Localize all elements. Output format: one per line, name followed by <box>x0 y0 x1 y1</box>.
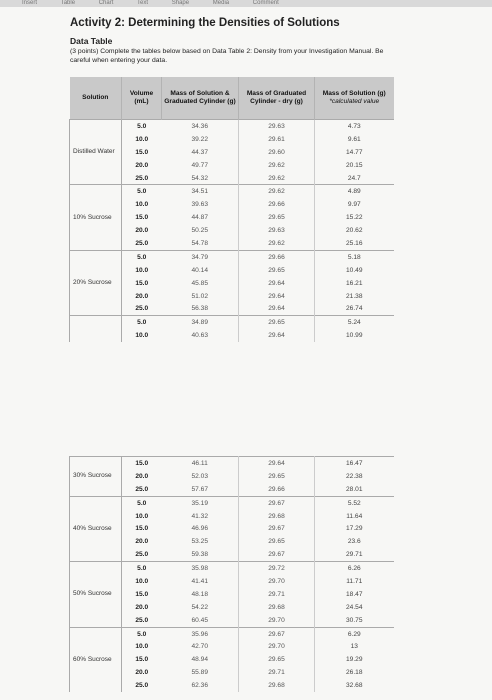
header-volume: Volume (mL) <box>122 77 162 120</box>
toolbar-comment[interactable]: Comment <box>252 0 279 6</box>
volume-cell[interactable]: 5.0 <box>122 627 162 640</box>
volume-cell[interactable]: 25.0 <box>135 551 149 559</box>
volume-cell[interactable]: 10.0 <box>135 577 149 585</box>
mass-graded-cell[interactable]: 48.94 <box>162 653 239 666</box>
volume-cell[interactable]: 15.0 <box>135 590 149 598</box>
volume-cell[interactable]: 20.0 <box>135 472 149 480</box>
header-solution: Solution <box>70 77 122 120</box>
mass-dry-cell[interactable]: 29.71 <box>239 666 315 679</box>
mass-graded-cell[interactable]: 40.14 <box>162 264 239 277</box>
volume-cell[interactable]: 15.0 <box>135 279 149 287</box>
solution-cell: 10% Sucrose <box>70 185 122 250</box>
activity-title: Activity 2: Determining the Densities of Solutions <box>70 17 340 29</box>
table-header-row <box>70 77 394 120</box>
mass-solution-cell[interactable]: 24.54 <box>315 601 394 614</box>
mass-graded-cell[interactable]: 46.96 <box>162 522 239 535</box>
mass-solution-cell[interactable]: 5.52 <box>315 496 394 509</box>
volume-cell[interactable]: 25.0 <box>135 305 149 313</box>
mass-solution-cell[interactable]: 6.26 <box>315 562 394 575</box>
volume-cell[interactable]: 10.0 <box>135 512 149 520</box>
table1-body <box>70 120 394 343</box>
mass-dry-cell[interactable]: 29.65 <box>239 264 315 277</box>
header-mass-solution <box>315 77 394 120</box>
mass-graded-cell[interactable]: 34.79 <box>162 250 239 263</box>
solution-cell: 30% Sucrose <box>70 457 122 497</box>
volume-cell[interactable]: 25.0 <box>135 616 149 624</box>
mass-solution-cell[interactable]: 4.89 <box>315 185 394 198</box>
mass-solution-cell[interactable]: 13 <box>315 640 394 653</box>
mass-graded-cell[interactable]: 35.96 <box>162 627 239 640</box>
mass-solution-cell[interactable]: 16.47 <box>315 457 394 470</box>
mass-dry-cell[interactable]: 29.65 <box>239 211 315 224</box>
volume-cell[interactable]: 20.0 <box>135 227 149 235</box>
mass-dry-cell[interactable]: 29.64 <box>239 302 315 315</box>
mass-solution-cell[interactable]: 9.97 <box>315 198 394 211</box>
mass-solution-cell[interactable]: 30.75 <box>315 614 394 627</box>
mass-solution-cell[interactable]: 9.61 <box>315 133 394 146</box>
mass-graded-cell[interactable]: 54.78 <box>162 237 239 250</box>
mass-dry-cell[interactable]: 29.64 <box>239 329 315 342</box>
mass-graded-cell[interactable]: 44.87 <box>162 211 239 224</box>
volume-cell[interactable]: 20.0 <box>135 292 149 300</box>
mass-graded-cell[interactable]: 57.67 <box>162 483 239 496</box>
volume-cell[interactable]: 20.0 <box>135 669 149 677</box>
mass-solution-cell[interactable]: 11.64 <box>315 510 394 523</box>
data-table-part-2 <box>69 456 394 692</box>
mass-dry-cell[interactable]: 29.65 <box>239 470 315 483</box>
mass-dry-cell[interactable]: 29.70 <box>239 614 315 627</box>
mass-graded-cell[interactable]: 62.36 <box>162 679 239 692</box>
header-mass-solution-note: *calculated value <box>329 98 380 105</box>
table-row <box>70 496 394 509</box>
document-page <box>0 7 492 700</box>
mass-solution-cell[interactable]: 10.99 <box>315 329 394 342</box>
mass-dry-cell[interactable]: 29.68 <box>239 679 315 692</box>
mass-solution-cell[interactable]: 5.24 <box>315 316 394 329</box>
mass-graded-cell[interactable]: 52.03 <box>162 470 239 483</box>
volume-cell[interactable]: 10.0 <box>135 266 149 274</box>
mass-graded-cell[interactable]: 55.89 <box>162 666 239 679</box>
mass-graded-cell[interactable]: 35.19 <box>162 496 239 509</box>
mass-dry-cell[interactable]: 29.65 <box>239 316 315 329</box>
mass-dry-cell[interactable]: 29.66 <box>239 250 315 263</box>
mass-solution-cell[interactable]: 26.18 <box>315 666 394 679</box>
data-table-part-1 <box>69 77 394 342</box>
header-mass-solution-label: Mass of Solution (g) <box>322 90 386 97</box>
mass-dry-cell[interactable]: 29.64 <box>239 277 315 290</box>
mass-solution-cell[interactable]: 15.22 <box>315 211 394 224</box>
volume-cell[interactable]: 5.0 <box>122 185 162 198</box>
volume-cell[interactable]: 25.0 <box>135 682 149 690</box>
mass-dry-cell[interactable]: 29.62 <box>239 159 315 172</box>
mass-dry-cell[interactable]: 29.68 <box>239 510 315 523</box>
mass-graded-cell[interactable]: 54.32 <box>162 172 239 185</box>
mass-dry-cell[interactable]: 29.65 <box>239 653 315 666</box>
volume-cell[interactable]: 10.0 <box>135 201 149 209</box>
volume-cell[interactable]: 25.0 <box>135 239 149 247</box>
mass-graded-cell[interactable]: 50.25 <box>162 224 239 237</box>
toolbar-text[interactable]: Text <box>137 0 149 6</box>
mass-solution-cell[interactable]: 23.6 <box>315 535 394 548</box>
mass-graded-cell[interactable]: 45.85 <box>162 277 239 290</box>
toolbar-insert[interactable]: Insert <box>22 0 38 6</box>
mass-graded-cell[interactable]: 42.70 <box>162 640 239 653</box>
mass-dry-cell[interactable]: 29.70 <box>239 640 315 653</box>
app-toolbar-strip <box>0 0 492 7</box>
mass-graded-cell[interactable]: 59.38 <box>162 548 239 561</box>
mass-dry-cell[interactable]: 29.66 <box>239 483 315 496</box>
mass-solution-cell[interactable]: 22.38 <box>315 470 394 483</box>
mass-dry-cell[interactable]: 29.67 <box>239 627 315 640</box>
mass-solution-cell[interactable]: 6.29 <box>315 627 394 640</box>
mass-solution-cell[interactable]: 16.21 <box>315 277 394 290</box>
volume-cell[interactable]: 20.0 <box>135 161 149 169</box>
mass-solution-cell[interactable]: 17.29 <box>315 522 394 535</box>
mass-graded-cell[interactable]: 60.45 <box>162 614 239 627</box>
mass-dry-cell[interactable]: 29.68 <box>239 601 315 614</box>
mass-solution-cell[interactable]: 19.29 <box>315 653 394 666</box>
volume-cell[interactable]: 15.0 <box>135 214 149 222</box>
mass-dry-cell[interactable]: 29.61 <box>239 133 315 146</box>
volume-cell[interactable]: 15.0 <box>135 525 149 533</box>
mass-solution-cell[interactable]: 18.47 <box>315 588 394 601</box>
instructions-text: (3 points) Complete the tables below based on Data Table 2: Density from your Investigation Manual. Be careful when entering your data. <box>70 48 384 64</box>
mass-dry-cell[interactable]: 29.62 <box>239 237 315 250</box>
mass-solution-cell[interactable]: 32.68 <box>315 679 394 692</box>
volume-cell[interactable]: 10.0 <box>135 332 149 340</box>
volume-cell[interactable]: 5.0 <box>122 316 162 329</box>
mass-graded-cell[interactable]: 39.22 <box>162 133 239 146</box>
mass-dry-cell[interactable]: 29.64 <box>239 457 315 470</box>
table-row <box>70 627 394 640</box>
table-row <box>70 120 394 133</box>
mass-dry-cell[interactable]: 29.63 <box>239 120 315 133</box>
mass-solution-cell[interactable]: 25.16 <box>315 237 394 250</box>
mass-solution-cell[interactable]: 29.71 <box>315 548 394 561</box>
volume-cell[interactable]: 15.0 <box>135 656 149 664</box>
volume-cell[interactable]: 5.0 <box>122 120 162 133</box>
table-row <box>70 457 394 470</box>
mass-dry-cell[interactable]: 29.64 <box>239 290 315 303</box>
volume-cell[interactable]: 5.0 <box>122 496 162 509</box>
toolbar-media[interactable]: Media <box>212 0 230 6</box>
volume-cell[interactable]: 25.0 <box>135 174 149 182</box>
mass-dry-cell[interactable]: 29.62 <box>239 185 315 198</box>
mass-graded-cell[interactable]: 49.77 <box>162 159 239 172</box>
mass-dry-cell[interactable]: 29.67 <box>239 496 315 509</box>
volume-cell[interactable]: 10.0 <box>135 643 149 651</box>
mass-graded-cell[interactable]: 51.02 <box>162 290 239 303</box>
mass-graded-cell[interactable]: 41.41 <box>162 575 239 588</box>
volume-cell[interactable]: 25.0 <box>135 485 149 493</box>
section-subtitle: Data Table <box>70 36 113 46</box>
mass-dry-cell[interactable]: 29.70 <box>239 575 315 588</box>
solution-cell: 40% Sucrose <box>70 496 122 561</box>
mass-solution-cell[interactable]: 5.18 <box>315 250 394 263</box>
mass-graded-cell[interactable]: 53.25 <box>162 535 239 548</box>
table2-body <box>70 457 394 693</box>
table-row <box>70 562 394 575</box>
solution-cell: 60% Sucrose <box>70 627 122 692</box>
table-row <box>70 316 394 329</box>
mass-dry-cell[interactable]: 29.66 <box>239 198 315 211</box>
volume-cell[interactable]: 5.0 <box>122 562 162 575</box>
solution-cell <box>70 316 122 342</box>
mass-dry-cell[interactable]: 29.60 <box>239 146 315 159</box>
mass-graded-cell[interactable]: 46.11 <box>162 457 239 470</box>
mass-graded-cell[interactable]: 34.36 <box>162 120 239 133</box>
volume-cell[interactable]: 10.0 <box>135 135 149 143</box>
mass-graded-cell[interactable]: 40.63 <box>162 329 239 342</box>
table-row <box>70 185 394 198</box>
mass-solution-cell[interactable]: 24.7 <box>315 172 394 185</box>
mass-solution-cell[interactable]: 20.15 <box>315 159 394 172</box>
mass-dry-cell[interactable]: 29.71 <box>239 588 315 601</box>
volume-cell[interactable]: 20.0 <box>135 538 149 546</box>
solution-cell: 50% Sucrose <box>70 562 122 627</box>
mass-solution-cell[interactable]: 14.77 <box>315 146 394 159</box>
mass-solution-cell[interactable]: 10.49 <box>315 264 394 277</box>
mass-solution-cell[interactable]: 21.38 <box>315 290 394 303</box>
volume-cell[interactable]: 15.0 <box>135 148 149 156</box>
mass-dry-cell[interactable]: 29.72 <box>239 562 315 575</box>
mass-solution-cell[interactable]: 11.71 <box>315 575 394 588</box>
toolbar-chart[interactable]: Chart <box>98 0 114 6</box>
mass-solution-cell[interactable]: 28.01 <box>315 483 394 496</box>
table-row <box>70 250 394 263</box>
mass-graded-cell[interactable]: 41.32 <box>162 510 239 523</box>
mass-graded-cell[interactable]: 34.51 <box>162 185 239 198</box>
mass-dry-cell[interactable]: 29.67 <box>239 522 315 535</box>
mass-graded-cell[interactable]: 44.37 <box>162 146 239 159</box>
mass-graded-cell[interactable]: 56.38 <box>162 302 239 315</box>
header-mass-graded: Mass of Solution & Graduated Cylinder (g) <box>162 77 239 120</box>
mass-solution-cell[interactable]: 20.62 <box>315 224 394 237</box>
mass-graded-cell[interactable]: 48.18 <box>162 588 239 601</box>
mass-graded-cell[interactable]: 35.98 <box>162 562 239 575</box>
solution-cell: Distilled Water <box>70 120 122 185</box>
volume-cell[interactable]: 15.0 <box>122 457 162 470</box>
volume-cell[interactable]: 5.0 <box>122 250 162 263</box>
toolbar-shape[interactable]: Shape <box>171 0 190 6</box>
mass-graded-cell[interactable]: 39.63 <box>162 198 239 211</box>
volume-cell[interactable]: 20.0 <box>135 603 149 611</box>
solution-cell: 20% Sucrose <box>70 250 122 315</box>
header-mass-dry: Mass of Graduated Cylinder - dry (g) <box>239 77 315 120</box>
mass-dry-cell[interactable]: 29.67 <box>239 548 315 561</box>
mass-graded-cell[interactable]: 34.89 <box>162 316 239 329</box>
mass-solution-cell[interactable]: 26.74 <box>315 302 394 315</box>
mass-dry-cell[interactable]: 29.63 <box>239 224 315 237</box>
toolbar-table[interactable]: Table <box>60 0 76 6</box>
mass-graded-cell[interactable]: 54.22 <box>162 601 239 614</box>
mass-solution-cell[interactable]: 4.73 <box>315 120 394 133</box>
mass-dry-cell[interactable]: 29.65 <box>239 535 315 548</box>
mass-dry-cell[interactable]: 29.62 <box>239 172 315 185</box>
